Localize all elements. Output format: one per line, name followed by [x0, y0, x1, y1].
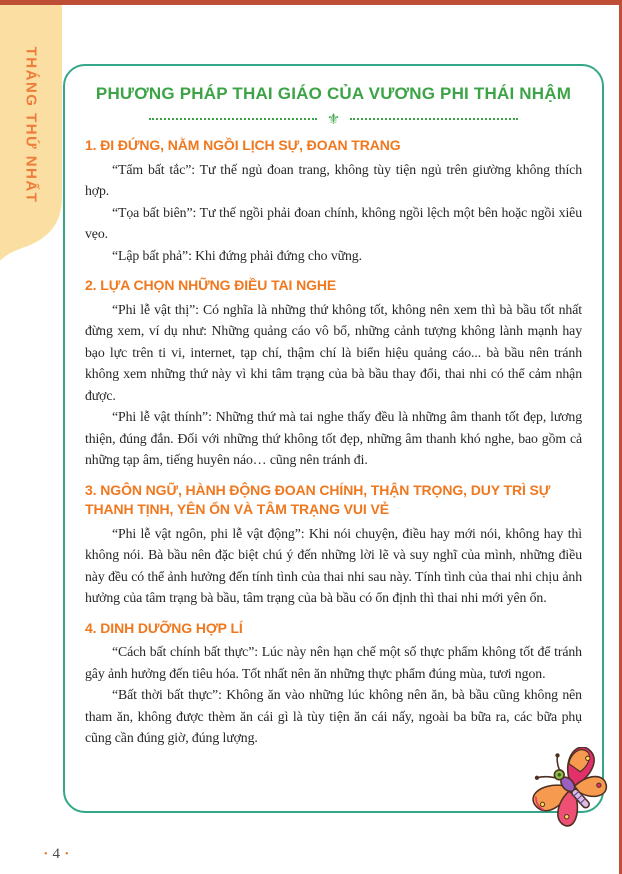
section-heading: 4. DINH DƯỠNG HỢP LÍ: [85, 619, 243, 636]
dotted-line-left: [149, 118, 317, 120]
page-number-dot-left: •: [44, 848, 48, 860]
dotted-line-right: [350, 118, 518, 120]
body-paragraph: “Phi lễ vật ngôn, phi lễ vật động”: Khi nói chuyện, điều hay mới nói, không hay thì không nói. Bà bầu nên đặc biệt chú ý đến những lời lẽ và suy nghĩ của mình, những điều này đều có thể ảnh hưởng đến tính tình của thai nhi sau này. Tính tình của thai nhi chịu ảnh hưởng của tâm trạng bà bầu, tâm trạng của bà bầu có ổn định thì thai nhi mới yên ổn.: [85, 525, 582, 606]
content-section: [85, 619, 582, 749]
page-number: [44, 846, 69, 863]
body-paragraph: “Bất thời bất thực”: Không ăn vào những lúc không nên ăn, bà bầu cũng không nên tham ăn, không được thèm ăn cái gì là tùy tiện ăn cái nấy, ngoài ba bữa ra, các bữa phụ cũng cần đúng giờ, đúng lượng.: [85, 687, 582, 746]
month-tab: [0, 5, 62, 261]
body-paragraph: “Phi lễ vật thị”: Có nghĩa là những thứ không tốt, không nên xem thì bà bầu tốt nhất đừng xem, ví dụ như: Những quảng cáo vô bổ, những cảnh tượng không lành mạnh hay bạo lực trên ti vi, internet, tạp chí, thậm chí là biển hiệu quảng cáo... bà bầu nên tránh không xem những thứ này vì khi tâm trạng của bà bầu thay đổi, thai nhi có thể cảm nhận được.: [85, 301, 582, 403]
month-tab-label: THÁNG THỨ NHẤT: [22, 46, 40, 204]
section-heading: 3. NGÔN NGỮ, HÀNH ĐỘNG ĐOAN CHÍNH, THẬN TRỌNG, DUY TRÌ SỰ THANH TỊNH, YÊN ỔN VÀ TÂM TRẠNG VUI VẺ: [85, 481, 551, 518]
body-paragraph: “Phi lễ vật thính”: Những thứ mà tai nghe thấy đều là những âm thanh tốt đẹp, lương thiện, đúng đắn. Đối với những thứ không tốt đẹp, những âm thanh khó nghe, bao gồm cả những tạp âm, tiếng huyên náo… cũng nên tránh đi.: [85, 409, 582, 468]
content-section: [85, 481, 582, 609]
title-separator: [103, 112, 564, 126]
content-section: [85, 136, 582, 266]
page-number-dot-right: •: [65, 848, 69, 860]
section-heading: 2. LỰA CHỌN NHỮNG ĐIỀU TAI NGHE: [85, 277, 337, 294]
content-section: [85, 276, 582, 471]
section-heading: 1. ĐI ĐỨNG, NẰM NGỒI LỊCH SỰ, ĐOAN TRANG: [85, 137, 401, 153]
content-frame: [63, 64, 604, 813]
body-paragraph: “Lập bất phả”: Khi đứng phải đứng cho vững.: [112, 247, 362, 263]
body-paragraph: “Tọa bất biên”: Tư thế ngồi phải đoan chính, không ngồi lệch một bên hoặc ngồi xiêu vẹo.: [85, 204, 582, 242]
sections-container: [85, 136, 582, 749]
body-paragraph: “Tẩm bất tắc”: Tư thế ngủ đoan trang, không tùy tiện ngủ trên giường không thích hợp.: [85, 161, 582, 199]
body-paragraph: “Cách bất chính bất thực”: Lúc này nên hạn chế một số thực phẩm không tốt để tránh gây ảnh hưởng đến tiêu hóa. Tốt nhất nên ăn những thực phẩm đúng mùa, tươi ngon.: [85, 644, 582, 681]
butterfly-illustration: [529, 747, 617, 841]
page-number-value: 4: [52, 846, 61, 862]
page-title: PHƯƠNG PHÁP THAI GIÁO CỦA VƯƠNG PHI THÁI NHẬM: [95, 84, 572, 103]
fleur-de-lis-icon: ⚜: [326, 110, 341, 128]
top-edge-bar: [0, 0, 622, 5]
